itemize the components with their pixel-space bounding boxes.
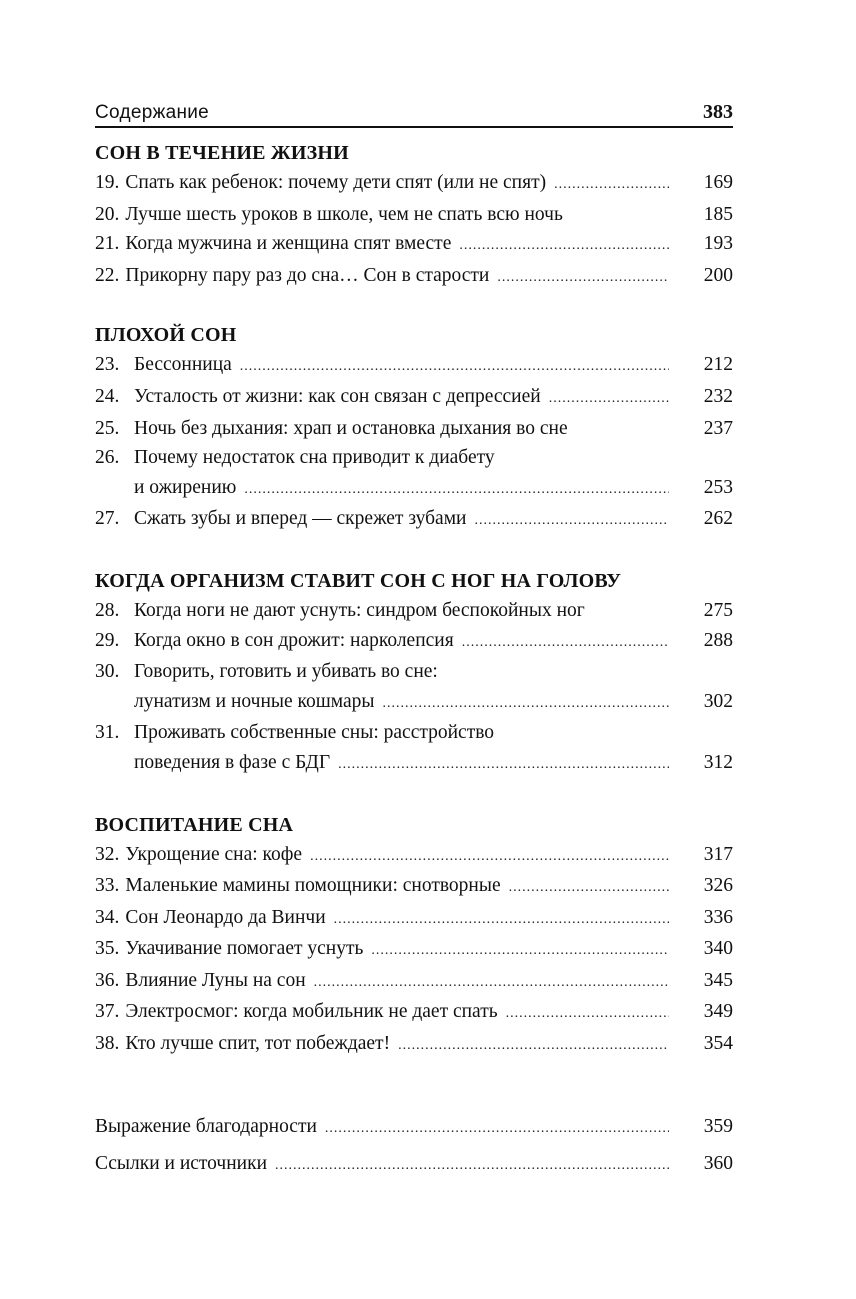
dot-leader — [497, 263, 669, 293]
entry-title: Спать как ребенок: почему дети спят (или не спят) — [125, 172, 547, 193]
toc-entry[interactable] — [95, 840, 733, 872]
toc-section — [95, 320, 733, 536]
entry-page: 169 — [703, 172, 733, 193]
dot-leader — [314, 968, 669, 998]
entry-number: 21. — [95, 233, 120, 255]
entry-page: 262 — [703, 508, 733, 530]
entry-title: Почему недостаток сна приводит к диабету — [134, 447, 495, 469]
section-title: СОН В ТЕЧЕНИЕ ЖИЗНИ — [95, 142, 349, 164]
dot-leader — [334, 905, 669, 935]
dot-leader — [474, 506, 669, 536]
entry-page: 359 — [703, 1115, 733, 1137]
entry-title-continuation: поведения в фазе с БДГ — [134, 751, 331, 773]
entry-title: Говорить, готовить и убивать во сне: — [134, 661, 438, 683]
dot-leader — [549, 384, 669, 414]
section-title: ВОСПИТАНИЕ СНА — [95, 813, 294, 836]
entry-title: Когда ноги не дают уснуть: синдром беспокойных ног — [134, 599, 585, 621]
entry-title: Ссылки и источники — [95, 1152, 268, 1174]
entry-page: 354 — [703, 1033, 733, 1055]
entry-number: 24. — [95, 385, 120, 407]
section-title: КОГДА ОРГАНИЗМ СТАВИТ СОН С НОГ НА ГОЛОВУ — [95, 569, 622, 592]
toc-entry[interactable] — [95, 626, 733, 658]
contents-page — [95, 96, 733, 1183]
entry-number: 36. — [95, 969, 120, 991]
entry-page: 212 — [703, 354, 733, 376]
entry-page: 288 — [703, 629, 733, 651]
entry-title-continuation: и ожирению — [134, 476, 237, 498]
dot-leader — [462, 628, 669, 658]
dot-leader — [244, 475, 669, 505]
running-head-page-number: 383 — [703, 101, 733, 123]
entry-title: Усталость от жизни: как сон связан с депрессией — [134, 385, 541, 407]
entry-title-continuation: лунатизм и ночные кошмары — [134, 690, 375, 712]
entry-title: Маленькие мамины помощники: снотворные — [125, 875, 501, 897]
entry-page: 317 — [703, 843, 733, 865]
dot-leader — [554, 170, 669, 200]
entry-page: 345 — [703, 969, 733, 991]
toc-back-matter — [95, 1109, 733, 1183]
entry-number: 27. — [95, 508, 120, 530]
entry-title: Проживать собственные сны: расстройство — [134, 722, 495, 744]
entry-number: 20. — [95, 203, 120, 225]
entry-page: 312 — [703, 751, 733, 773]
entry-number: 37. — [95, 1001, 120, 1023]
entry-title: Прикорну пару раз до сна… Сон в старости — [125, 264, 490, 286]
entry-title: Когда окно в сон дрожит: нарколепсия — [134, 629, 454, 651]
toc-entry[interactable] — [95, 903, 733, 935]
toc-entry[interactable] — [95, 1146, 733, 1183]
entry-title: Сжать зубы и вперед — скрежет зубами — [134, 508, 467, 530]
toc-entry[interactable] — [95, 1029, 733, 1061]
toc-section — [95, 810, 733, 1061]
toc-entry[interactable] — [95, 718, 733, 748]
toc-entry[interactable] — [95, 657, 733, 687]
entry-number: 23. — [95, 354, 120, 376]
entry-number: 25. — [95, 417, 120, 439]
entry-page: 349 — [703, 1001, 733, 1023]
toc-section — [95, 566, 733, 780]
entry-number: 30. — [95, 661, 120, 683]
entry-page: 302 — [703, 690, 733, 712]
entry-title: Когда мужчина и женщина спят вместе — [125, 233, 452, 255]
toc-entry[interactable] — [95, 261, 733, 293]
running-head — [95, 96, 733, 128]
toc-entry[interactable] — [95, 350, 733, 382]
entry-page: 336 — [703, 906, 733, 928]
toc-entry[interactable] — [95, 934, 733, 966]
entry-page: 340 — [703, 938, 733, 960]
toc-entry[interactable] — [95, 414, 733, 444]
entry-title: Ночь без дыхания: храп и остановка дыхания во сне — [134, 417, 568, 439]
entry-page: 237 — [703, 417, 733, 439]
entry-page: 253 — [703, 476, 733, 498]
toc-entry[interactable] — [95, 443, 733, 473]
entry-page: 193 — [703, 233, 733, 255]
toc-entry[interactable] — [95, 229, 733, 261]
toc-entry[interactable] — [95, 997, 733, 1029]
dot-leader — [240, 352, 669, 382]
entry-title: Выражение благодарности — [95, 1115, 317, 1137]
entry-number: 28. — [95, 599, 120, 621]
toc-entry[interactable] — [95, 871, 733, 903]
entry-page: 326 — [703, 875, 733, 897]
entry-number: 29. — [95, 629, 120, 651]
entry-title: Электросмог: когда мобильник не дает спать — [125, 1001, 498, 1023]
entry-number: 38. — [95, 1033, 120, 1055]
entry-number: 33. — [95, 875, 120, 897]
toc-entry-continuation[interactable] — [95, 687, 733, 719]
dot-leader — [310, 842, 669, 872]
section-title: ПЛОХОЙ СОН — [95, 324, 237, 347]
dot-leader — [398, 1031, 669, 1061]
dot-leader — [325, 1111, 669, 1146]
dot-leader — [275, 1148, 669, 1183]
dot-leader — [506, 999, 669, 1029]
entry-title: Влияние Луны на сон — [125, 969, 306, 991]
entry-page: 232 — [703, 385, 733, 407]
dot-leader — [459, 231, 669, 261]
toc-entry[interactable] — [95, 966, 733, 998]
entry-title: Сон Леонардо да Винчи — [125, 906, 326, 928]
toc-entry[interactable] — [95, 382, 733, 414]
dot-leader — [338, 750, 669, 780]
toc-section — [95, 138, 733, 292]
entry-number: 32. — [95, 843, 120, 865]
entry-number: 22. — [95, 264, 120, 286]
toc-entry[interactable] — [95, 504, 733, 536]
entry-number: 26. — [95, 447, 120, 469]
toc-entry[interactable] — [95, 596, 733, 626]
entry-number: 35. — [95, 938, 120, 960]
dot-leader — [509, 873, 669, 903]
toc-entry[interactable] — [95, 1109, 733, 1146]
entry-number: 19. — [95, 172, 120, 193]
entry-title: Укачивание помогает уснуть — [125, 938, 364, 960]
toc-entry-continuation[interactable] — [95, 748, 733, 780]
entry-title: Укрощение сна: кофе — [125, 843, 303, 865]
entry-title: Бессонница — [134, 354, 232, 376]
toc-entry[interactable] — [95, 200, 733, 230]
toc-entry[interactable] — [95, 168, 733, 200]
dot-leader — [371, 936, 669, 966]
entry-page: 360 — [703, 1152, 733, 1174]
entry-page: 200 — [703, 264, 733, 286]
entry-number: 34. — [95, 906, 120, 928]
running-head-title: Содержание — [95, 102, 210, 123]
toc-entry-continuation[interactable] — [95, 473, 733, 505]
entry-number: 31. — [95, 722, 120, 744]
entry-page: 185 — [703, 203, 733, 225]
entry-page: 275 — [703, 599, 733, 621]
entry-title: Лучше шесть уроков в школе, чем не спать всю ночь — [125, 203, 563, 225]
entry-title: Кто лучше спит, тот побеждает! — [125, 1033, 391, 1055]
dot-leader — [383, 689, 670, 719]
